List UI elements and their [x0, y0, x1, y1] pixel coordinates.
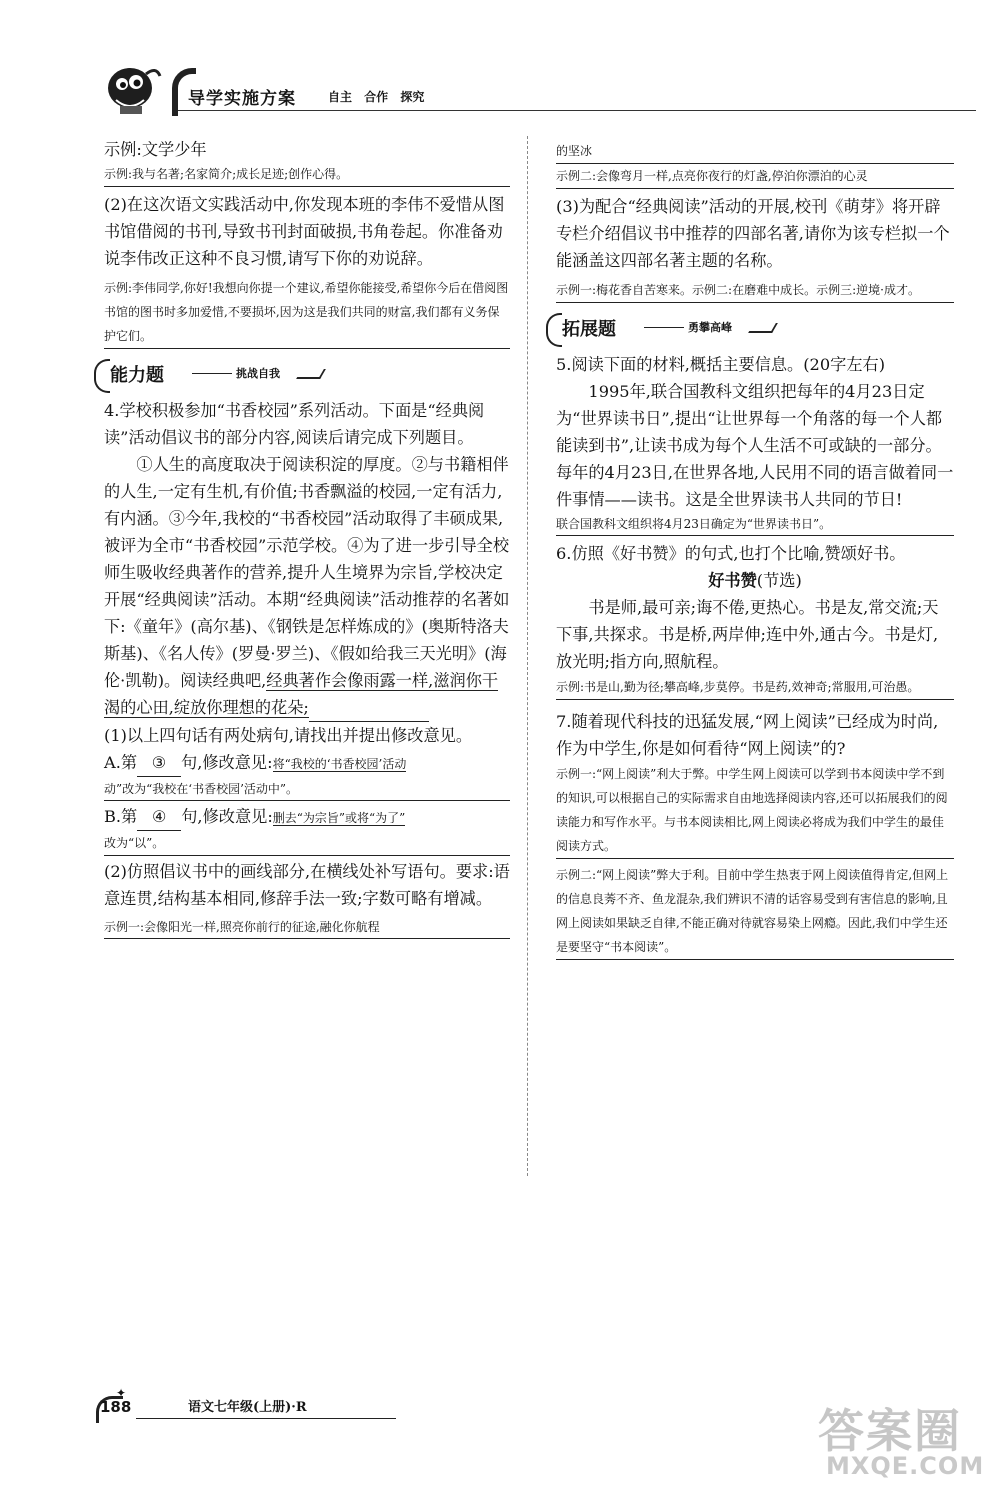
section-bracket	[94, 359, 110, 393]
passage-text: ①人生的高度取决于阅读积淀的厚度。②与书籍相伴的人生,一定有生机,有价值;书香飘溢的校园,一定有活力,有内涵。③今年,我校的“书香校园”活动取得了丰硕成果,被评为全市“书香校园”示范学校。④为了进一步引导全校师生吸收经典著作的营养,提升人生境界为宗旨,学校决定开展“经典阅读”活动。本期“经典阅读”活动推荐的名著如下:《童年》(高尔基)、《钢铁是怎样炼成的》(奥斯特洛夫斯基)、《名人传》(罗曼·罗兰)、《假如给我三天光明》(海伦·凯勒)。阅读经典吧,	[104, 454, 510, 690]
question-3: (3)为配合“经典阅读”活动的开展,校刊《萌芽》将开辟专栏介绍倡议书中推荐的四部名著,请你为该专栏拟一个能涵盖这四部名著主题的名称。	[556, 196, 950, 270]
answer-block: 示例:李伟同学,你好!我想向你提一个建议,希望你能接受,希望你今后在借阅图书馆的图书时多加爱惜,不要损坏,因为这是我们共同的财富,我们都有义务保护它们。	[104, 276, 510, 349]
star-icon: ✦	[116, 1386, 127, 1400]
watermark-url: MXQE.COM	[826, 1452, 985, 1480]
footer-rule	[136, 1418, 396, 1419]
header-rule	[178, 110, 976, 111]
underlined-text: 经典著作会像雨露一样,滋润你干渴的心田,绽放你理想的花朵;	[104, 670, 499, 717]
answer-b-text: 删去“为宗旨”或将“为了”	[272, 811, 406, 825]
answer-b-cont: 改为“以”。	[104, 832, 510, 856]
fill-blank	[309, 694, 429, 722]
answer-line: 示例:我与名著;名家简介;成长足迹;创作心得。	[104, 163, 510, 187]
arrow-icon	[296, 369, 326, 379]
book-title: 语文七年级(上册)·R	[188, 1400, 307, 1415]
question-4-2: (2)仿照倡议书中的画线部分,在横线处补写语句。要求:语意连贯,结构基本相同,修辞手法一致;字数可略有增减。	[104, 861, 510, 908]
answer-example-2: 示例二:会像弯月一样,点亮你夜行的灯盏,停泊你漂泊的心灵	[556, 164, 954, 189]
example-text: 示例:文学少年	[104, 140, 207, 159]
answer-a-number: ③	[137, 749, 181, 777]
question-4: 4.学校积极参加“书香校园”系列活动。下面是“经典阅读”活动倡议书的部分内容,阅读后请完成下列题目。	[104, 400, 485, 447]
question-6: 6.仿照《好书赞》的句式,也打个比喻,赞颂好书。	[556, 544, 906, 563]
answer-3: 示例一:梅花香自苦寒来。示例二:在磨难中成长。示例三:逆境·成才。	[556, 278, 954, 303]
answer-a-cont: 动”改为“我校在‘书香校园’活动中”。	[104, 778, 510, 802]
answer-cont: 的坚冰	[556, 140, 954, 164]
answer-6: 示例:书是山,勤为径;攀高峰,步莫停。书是药,效神奇;常服用,可治愚。	[556, 675, 954, 700]
column-divider	[527, 136, 528, 1176]
section-header-extension	[546, 309, 954, 347]
section-title: 能力题	[110, 364, 164, 386]
passage-5: 1995年,联合国教科文组织把每年的4月23日定为“世界读书日”,提出“让世界每一个角落的每一个人都能读到书”,让读书成为每个人生活不可或缺的一部分。每年的4月23日,在世界各地,人民用不同的语言做着同一件事情——读书。这是全世界读书人共同的节日!	[556, 381, 954, 509]
header-title: 导学实施方案	[188, 89, 296, 109]
page-footer	[96, 1388, 396, 1428]
passage	[104, 451, 510, 722]
answer-5: 联合国教科文组织将4月23日确定为“世界读书日”。	[556, 513, 954, 537]
watermark-logo: 答案圈	[818, 1404, 962, 1458]
question-5: 5.阅读下面的材料,概括主要信息。(20字左右)	[556, 354, 886, 374]
answer-a-text: 将“我校的‘书香校园’活动	[272, 756, 407, 771]
answer-7-example-2: 示例二:“网上阅读”弊大于利。目前中学生热衷于网上阅读值得肯定,但网上的信息良莠不齐、鱼龙混杂,我们辨识不清的话容易受到有害信息的影响,且网上阅读如果缺乏自律,不能正确对待就容易染上网瘾。因此,我们中学生还是要坚守“书本阅读”。	[556, 863, 954, 960]
left-column	[104, 126, 510, 939]
question-4-1: (1)以上四句话有两处病句,请找出并提出修改意见。	[104, 725, 473, 745]
poem-title: 好书赞(节选)	[708, 571, 802, 590]
answer-b-number: ④	[137, 803, 181, 831]
section-subtitle: 挑战自我	[236, 366, 280, 380]
cartoon-logo-icon	[100, 60, 164, 118]
section-bracket	[546, 313, 562, 347]
poem-text: 书是师,最可亲;诲不倦,更热心。书是友,常交流;天下事,共探求。书是桥,两岸伸;连中外,通古今。书是灯,放光明;指方向,照航程。	[556, 598, 939, 671]
page-number: 188	[100, 1398, 132, 1416]
answer-7-example-1: 示例一:“网上阅读”利大于弊。中学生网上阅读可以学到书本阅读中学不到的知识,可以根据自己的实际需求自由地选择阅读内容,还可以拓展我们的阅读能力和写作水平。与书本阅读相比,网上阅读必将成为我们中学生的最佳阅读方式。	[556, 762, 954, 859]
page-header	[96, 66, 976, 116]
right-column	[556, 126, 954, 960]
arrow-icon	[748, 323, 778, 333]
answer-b: B.第 ④ 句,修改意见:删去“为宗旨”或将“为了”	[104, 803, 510, 832]
question-7: 7.随着现代科技的迅猛发展,“网上阅读”已经成为时尚,作为中学生,你是如何看待“网上阅读”的?	[556, 712, 939, 758]
header-subtitle: 自主 合作 探究	[328, 90, 425, 104]
answer-4-2: 示例一:会像阳光一样,照亮你前行的征途,融化你航程	[104, 916, 510, 940]
section-subtitle: 勇攀高峰	[688, 320, 732, 334]
section-header-ability	[94, 355, 510, 393]
section-title: 拓展题	[562, 318, 616, 340]
question-2: (2)在这次语文实践活动中,你发现本班的李伟不爱惜从图书馆借阅的书刊,导致书刊封面破损,书角卷起。你准备劝说李伟改正这种不良习惯,请写下你的劝说辞。	[104, 194, 505, 268]
answer-a: A.第 ③ 句,修改意见:将“我校的‘书香校园’活动	[104, 749, 510, 778]
